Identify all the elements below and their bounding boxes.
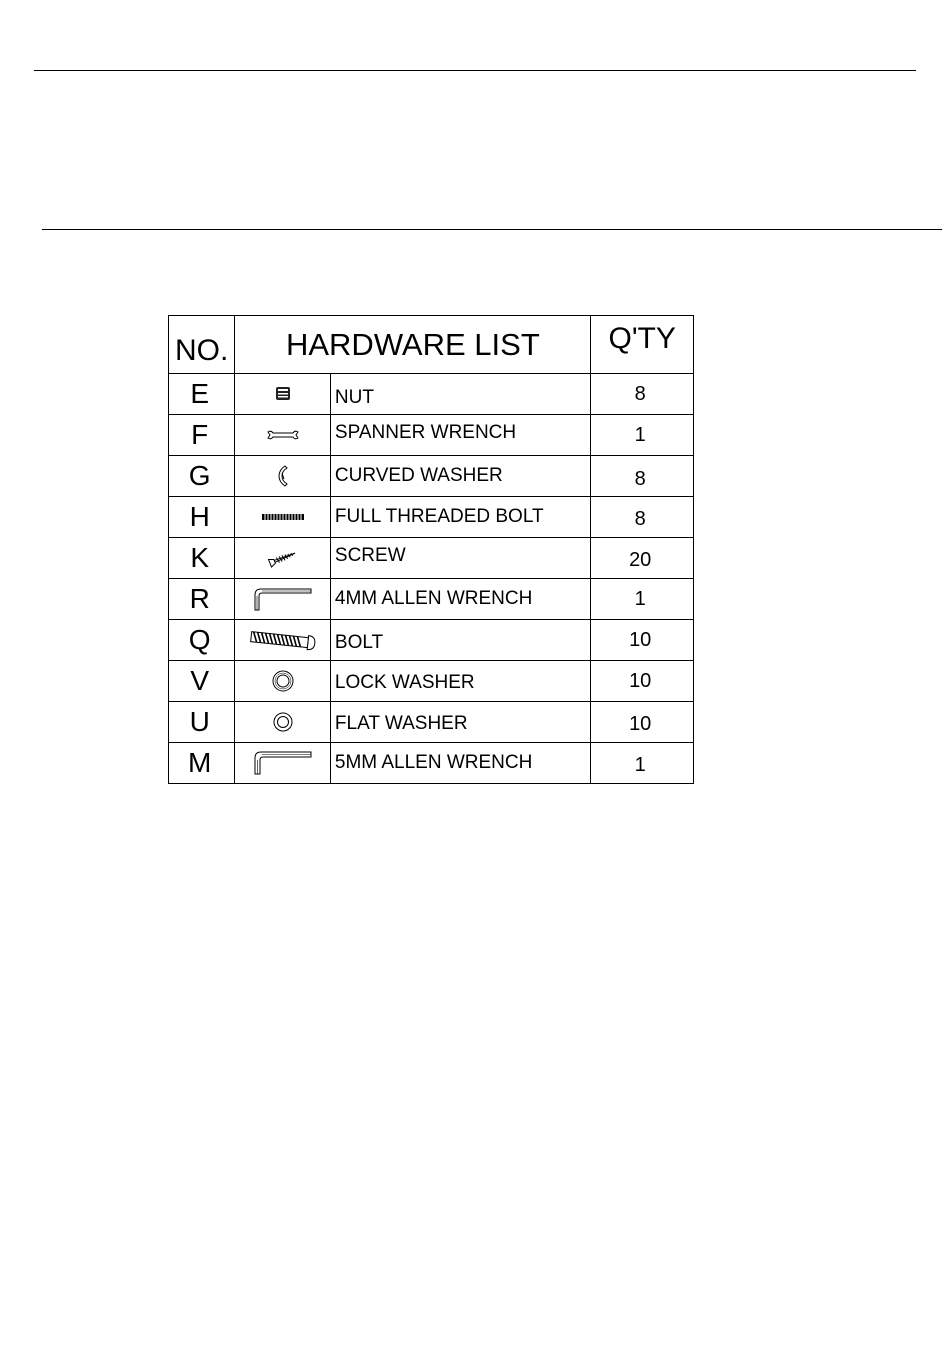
table-row bbox=[169, 702, 694, 743]
part-letter: K bbox=[169, 538, 235, 579]
part-letter: Q bbox=[169, 620, 235, 661]
part-qty: 8 bbox=[591, 374, 694, 415]
part-qty: 8 bbox=[591, 456, 694, 497]
part-name: FLAT WASHER bbox=[330, 702, 590, 743]
header-qty: Q'TY bbox=[591, 316, 694, 374]
table-header-row bbox=[169, 316, 694, 374]
part-letter: G bbox=[169, 456, 235, 497]
allen-wrench-icon bbox=[253, 750, 313, 776]
spanner-wrench-icon bbox=[266, 429, 300, 441]
part-icon-cell bbox=[235, 415, 331, 456]
part-name: 4MM ALLEN WRENCH bbox=[330, 579, 590, 620]
part-qty: 1 bbox=[591, 743, 694, 784]
part-qty: 10 bbox=[591, 661, 694, 702]
top-divider bbox=[34, 70, 916, 71]
part-name: LOCK WASHER bbox=[330, 661, 590, 702]
part-qty: 8 bbox=[591, 497, 694, 538]
allen-wrench-icon bbox=[253, 586, 313, 612]
hardware-list-table bbox=[168, 315, 694, 784]
bolt-icon bbox=[248, 628, 318, 652]
table-row bbox=[169, 620, 694, 661]
part-name: NUT bbox=[330, 374, 590, 415]
part-name: FULL THREADED BOLT bbox=[330, 497, 590, 538]
part-letter: F bbox=[169, 415, 235, 456]
part-name: BOLT bbox=[330, 620, 590, 661]
table-row bbox=[169, 374, 694, 415]
table-row bbox=[169, 743, 694, 784]
part-icon-cell bbox=[235, 743, 331, 784]
part-name: CURVED WASHER bbox=[330, 456, 590, 497]
part-qty: 1 bbox=[591, 579, 694, 620]
part-letter: E bbox=[169, 374, 235, 415]
part-qty: 10 bbox=[591, 620, 694, 661]
header-no: NO. bbox=[169, 316, 235, 374]
part-icon-cell bbox=[235, 456, 331, 497]
section-divider bbox=[42, 229, 942, 230]
part-name: 5MM ALLEN WRENCH bbox=[330, 743, 590, 784]
lock-washer-icon bbox=[271, 669, 295, 693]
part-qty: 20 bbox=[591, 538, 694, 579]
part-icon-cell bbox=[235, 579, 331, 620]
part-icon-cell bbox=[235, 497, 331, 538]
table-row bbox=[169, 579, 694, 620]
table-row bbox=[169, 661, 694, 702]
header-hardware-list: HARDWARE LIST bbox=[235, 316, 591, 374]
nut-icon bbox=[273, 385, 293, 403]
part-letter: V bbox=[169, 661, 235, 702]
part-letter: H bbox=[169, 497, 235, 538]
part-letter: R bbox=[169, 579, 235, 620]
part-icon-cell bbox=[235, 620, 331, 661]
part-qty: 10 bbox=[591, 702, 694, 743]
part-icon-cell bbox=[235, 661, 331, 702]
table-row bbox=[169, 538, 694, 579]
flat-washer-icon bbox=[272, 711, 294, 733]
part-letter: U bbox=[169, 702, 235, 743]
part-icon-cell bbox=[235, 702, 331, 743]
table-row bbox=[169, 415, 694, 456]
part-qty: 1 bbox=[591, 415, 694, 456]
part-name: SPANNER WRENCH bbox=[330, 415, 590, 456]
part-icon-cell bbox=[235, 374, 331, 415]
part-icon-cell bbox=[235, 538, 331, 579]
table-row bbox=[169, 456, 694, 497]
part-letter: M bbox=[169, 743, 235, 784]
part-name: SCREW bbox=[330, 538, 590, 579]
table-row bbox=[169, 497, 694, 538]
screw-icon bbox=[266, 547, 300, 569]
threaded-bolt-icon bbox=[261, 512, 305, 522]
curved-washer-icon bbox=[276, 464, 290, 488]
